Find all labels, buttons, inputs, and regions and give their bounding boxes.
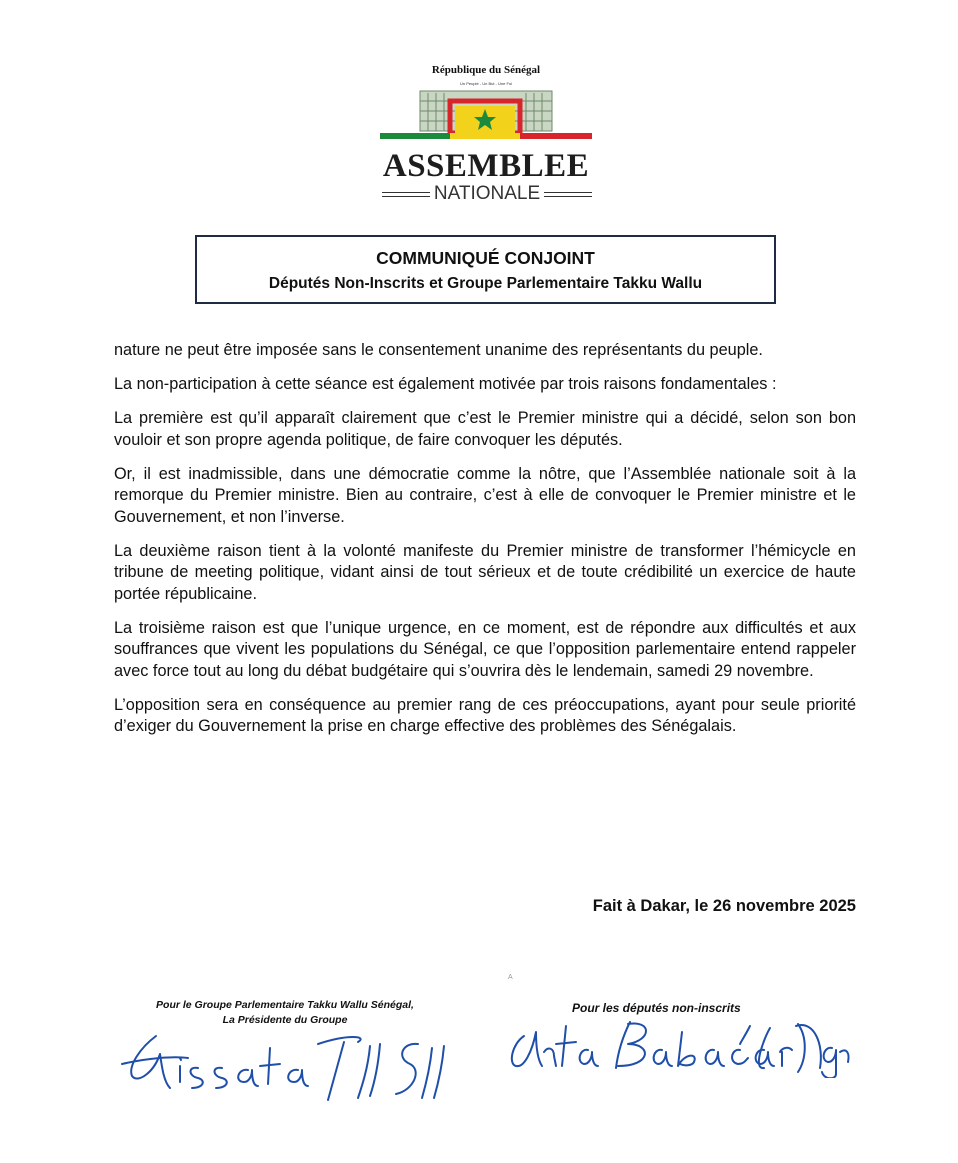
left-caption-line2: La Présidente du Groupe — [222, 1014, 348, 1026]
divider-left — [382, 192, 430, 197]
place-date: Fait à Dakar, le 26 novembre 2025 — [592, 897, 856, 915]
paragraph: L’opposition sera en conséquence au premier rang de ces préoccupations, ayant pour seule priorité d’exiger du Gouvernement la prise en charge effective des problèmes des Sénégalais. — [114, 695, 856, 735]
right-signatory-caption: Pour les députés non-inscrits — [572, 1001, 741, 1015]
paragraph: Or, il est inadmissible, dans une démocratie comme la nôtre, que l’Assemblée nationale soit à la remorque du Premier ministre. Bien au contraire, c’est à elle de convoquer le Premier ministre et le Gouvernement, et non l’inverse. — [114, 464, 856, 526]
communique-body — [114, 340, 856, 750]
nationale-label: NATIONALE — [433, 183, 541, 204]
title-box — [195, 235, 776, 304]
left-caption-line1: Pour le Groupe Parlementaire Takku Wallu Sénégal, — [156, 999, 414, 1011]
paragraph: La non-participation à cette séance est également motivée par trois raisons fondamentales : — [114, 375, 777, 393]
paragraph: nature ne peut être imposée sans le consentement unanime des représentants du peuple. — [114, 341, 763, 359]
assemblee-label: ASSEMBLEE — [382, 148, 590, 184]
parliament-building-icon — [376, 87, 596, 147]
paragraph: La deuxième raison tient à la volonté manifeste du Premier ministre de transformer l’hémicycle en tribune de meeting politique, vidant ainsi de tout sérieux et de toute crédibilité un exercice de haute portée républicaine. — [114, 541, 856, 603]
paragraph: La troisième raison est que l’unique urgence, en ce moment, est de répondre aux difficultés et aux souffrances que vivent les populations du Sénégal, ce que l’opposition parlementaire entend rappeler avec force tout au long du débat budgétaire qui s’ouvrira dès le lendemain, samedi 29 novembre. — [114, 618, 856, 680]
stray-mark: A — [508, 974, 513, 981]
right-handwritten-signature — [502, 1008, 852, 1078]
communique-title: COMMUNIQUÉ CONJOINT — [376, 248, 595, 268]
republic-label: République du Sénégal — [431, 64, 541, 76]
divider-right — [544, 192, 592, 197]
assemblee-nationale-logo — [376, 62, 596, 212]
paragraph: La première est qu’il apparaît clairement que c’est le Premier ministre qui a décidé, selon son bon vouloir et son propre agenda politique, de faire convoquer les députés. — [114, 409, 856, 449]
motto-label: Un Peuple - Un But - Une Foi — [459, 81, 513, 86]
communique-subtitle: Députés Non-Inscrits et Groupe Parlementaire Takku Wallu — [268, 275, 703, 292]
nationale-row — [382, 182, 592, 206]
left-handwritten-signature — [118, 1018, 458, 1103]
